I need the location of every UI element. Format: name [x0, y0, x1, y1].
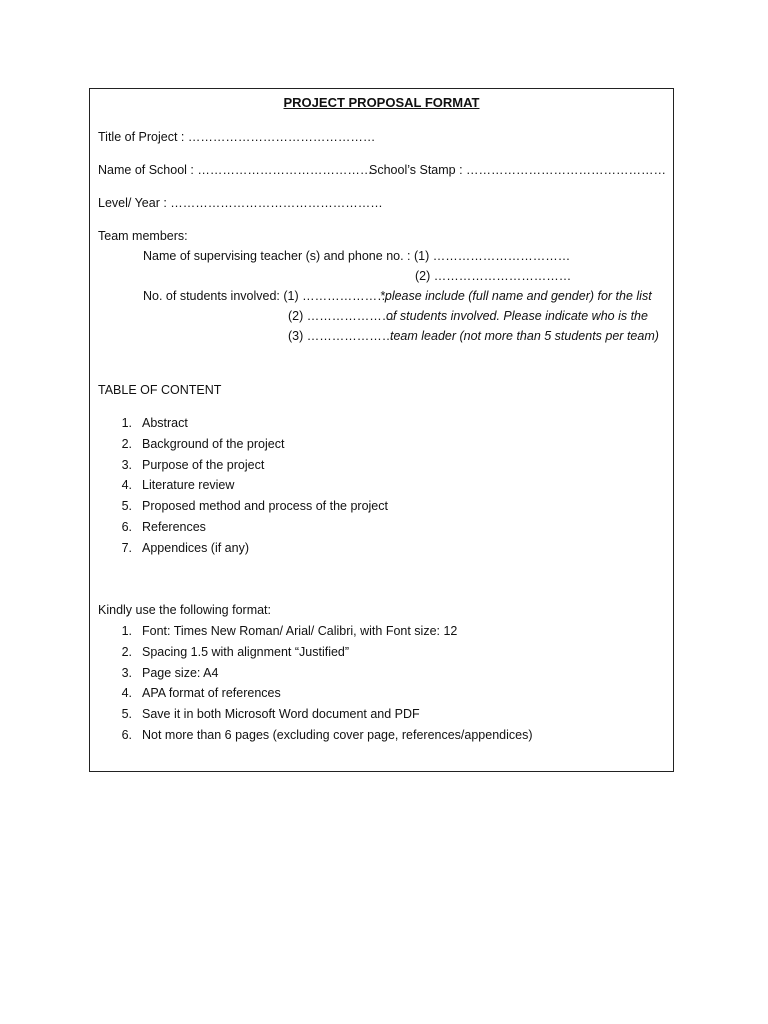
proposal-form-box	[89, 88, 674, 772]
supervising-teacher-field: Name of supervising teacher (s) and phone no. : (1) ……………………………	[143, 249, 571, 263]
list-item: 2. Background of the project	[121, 437, 285, 451]
page-title: PROJECT PROPOSAL FORMAT	[283, 95, 480, 110]
students-involved-field: No. of students involved: (1) …………………	[143, 289, 390, 303]
students-note-line-1: *please include (full name and gender) for the list	[380, 289, 652, 303]
list-item: 4. APA format of references	[121, 686, 281, 700]
list-item: 3. Page size: A4	[121, 666, 219, 680]
students-involved-field-3: (3) …………………	[288, 329, 395, 343]
list-item: 6. Not more than 6 pages (excluding cover page, references/appendices)	[121, 728, 533, 742]
students-note-line-3: team leader (not more than 5 students per team)	[390, 329, 659, 343]
students-note-line-2: of students involved. Please indicate who is the	[386, 309, 648, 323]
team-members-label: Team members:	[98, 229, 188, 243]
list-item: 3. Purpose of the project	[121, 458, 265, 472]
list-item: 5. Save it in both Microsoft Word document and PDF	[121, 707, 420, 721]
list-item: 2. Spacing 1.5 with alignment “Justified”	[121, 645, 350, 659]
list-item: 4. Literature review	[121, 478, 235, 492]
list-item: 1. Abstract	[121, 416, 188, 430]
toc-heading: TABLE OF CONTENT	[98, 383, 222, 397]
school-stamp-field: School’s Stamp : …………………………………………	[369, 163, 667, 177]
list-item: 5. Proposed method and process of the project	[121, 499, 388, 513]
title-of-project-field: Title of Project : ………………………………………	[98, 130, 376, 144]
list-item: 7. Appendices (if any)	[121, 541, 250, 555]
name-of-school-field: Name of School : ……………………………………	[98, 163, 373, 177]
students-involved-field-2: (2) …………………	[288, 309, 395, 323]
list-item: 1. Font: Times New Roman/ Arial/ Calibri, with Font size: 12	[121, 624, 458, 638]
supervising-teacher-field-2: (2) ……………………………	[415, 269, 572, 283]
level-year-field: Level/ Year : ……………………………………………	[98, 196, 383, 210]
format-heading: Kindly use the following format:	[98, 603, 272, 617]
list-item: 6. References	[121, 520, 206, 534]
